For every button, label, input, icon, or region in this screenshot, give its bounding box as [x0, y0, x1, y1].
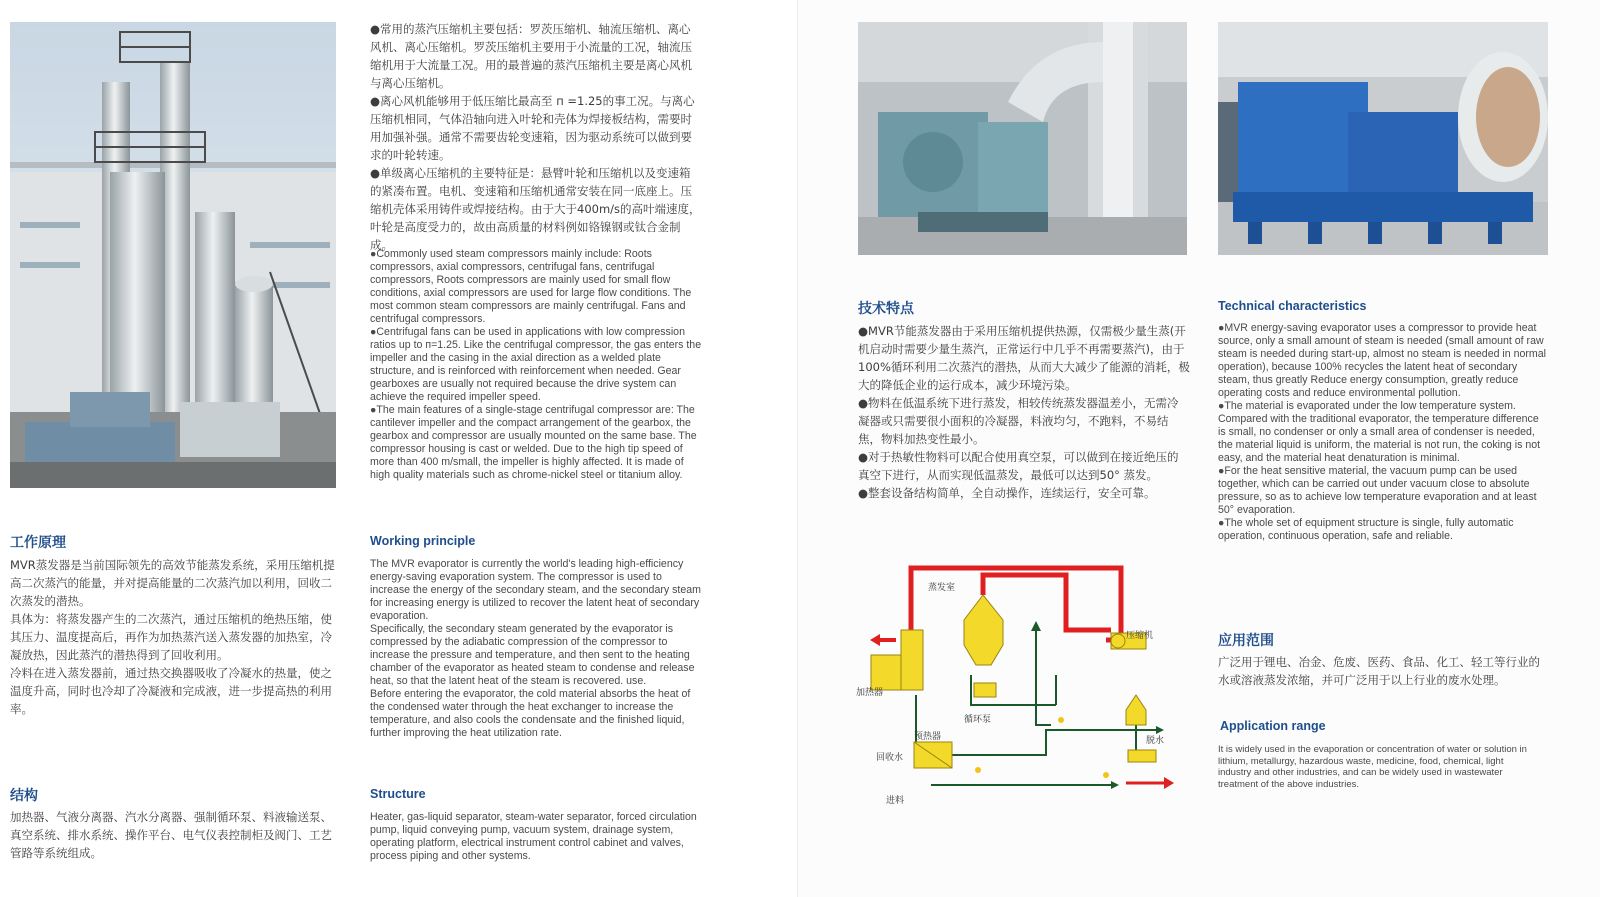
tech-en-para: ●The material is evaporated under the low temperature system. Compared with the traditional evaporator, the temperature difference is small, no condenser or only a small area of condenser is needed, the material liquid is uniform, the material is not run, the coking is not easy, and the material heat denaturation is minimal.: [1218, 400, 1541, 464]
diagram-label-dewater: 脱水: [1146, 736, 1165, 746]
working-en-para: The MVR evaporator is currently the world's leading high-efficiency energy-saving evaporation system. The compressor is used to increase the energy of the secondary steam, and the secondary steam for increasing energy is utilized to recover the latent heat of secondary evaporation.: [370, 558, 701, 622]
diagram-label-heater: 加热器: [856, 688, 884, 698]
intro-cn-text: [370, 20, 702, 254]
intro-cn-para: ●离心风机能够用于低压缩比最高至 п =1.25的事工况。与离心压缩机相同，气体沿轴向进入叶轮和壳体为焊接板结构，需要时用加强补强。通常不需要齿轮变速箱，因为驱动系统可以做到要求的叶轮转速。: [370, 94, 695, 162]
diagram-label-recovered-water: 回收水: [876, 753, 904, 763]
tech-en-para: ●For the heat sensitive material, the vacuum pump can be used together, which can be carried out under vacuum close to absolute pressure, so as to achieve low temperature evaporation and at least 50° evaporation.: [1218, 465, 1537, 516]
structure-en-text: Heater, gas-liquid separator, steam-water separator, forced circulation pump, liquid conveying pump, vacuum system, drainage system, operating platform, electrical instrument control cabinet and valves, process piping and other systems.: [370, 811, 697, 862]
working-principle-en-heading: Working principle: [370, 534, 476, 548]
diagram-label-compressor: 压缩机: [1126, 631, 1154, 641]
intro-cn-para: ●单级离心压缩机的主要特征是：悬臂叶轮和压缩机以及变速箱的紧凑布置。电机、变速箱和压缩机通常安装在同一底座上。压缩机壳体采用铸件或焊接结构。由于大于400m/s的高叶端速度，叶轮是高度受力的，故由高质量的材料例如铬镍钢或钛合金制成。: [370, 166, 701, 252]
evaporator-tower-photo: [10, 22, 336, 488]
structure-cn-text: 加热器、气液分离器、汽水分离器、强制循环泵、料液输送泵、真空系统、排水系统、操作平台、电气仪表控制柜及阀门、工艺管路等系统组成。: [10, 810, 332, 860]
application-en-text: It is widely used in the evaporation or concentration of water or solution in lithium, metallurgy, hazardous waste, medicine, food, chemical, light industry and other industries, and can be widely used in wastewater treatment of the above industries.: [1218, 744, 1527, 790]
tech-cn-para: ●MVR节能蒸发器由于采用压缩机提供热源，仅需极少量生蒸(开机启动时需要少量生蒸汽，正常运行中几乎不再需要蒸汽)，由于100%循环利用二次蒸汽的潜热，从而大大减少了能源的消耗，极大的降低企业的运行成本，减少环境污染。: [858, 324, 1190, 392]
tech-en-para: ●The whole set of equipment structure is single, fully automatic operation, continuous operation, safe and reliable.: [1218, 517, 1514, 542]
tech-cn-text: [858, 322, 1190, 502]
structure-cn-heading: 结构: [10, 788, 38, 804]
working-en-para: Specifically, the secondary steam generated by the evaporator is compressed by the adiabatic compression of the compressor to increase the pressure and temperature, and then sent to the heating chamber of the evaporator as heated steam to condense and release heat, so that the latent heat of the steam is recovered. use.: [370, 623, 695, 687]
working-cn-para: 具体为：将蒸发器产生的二次蒸汽，通过压缩机的绝热压缩，使其压力、温度提高后，再作为加热蒸汽送入蒸发器的加热室，冷凝放热，因此蒸汽的潜热得到了回收利用。: [10, 612, 332, 662]
process-flow-diagram: [856, 555, 1186, 810]
diagram-label-evaporator: 蒸发室: [928, 583, 956, 593]
tech-cn-heading: 技术特点: [858, 301, 914, 317]
intro-en-para: ●Centrifugal fans can be used in applications with low compression ratios up to п=1.25. Like the centrifugal compressor, the gas enters the impeller and the casing in the axial direction as a welded plate structure, and is reinforced with reinforcement when needed. Gear gearboxes are usually not required because the drive system can achieve the required impeller speed.: [370, 326, 702, 403]
working-principle-cn-text: [10, 556, 342, 718]
application-cn-text: 广泛用于锂电、冶金、危废、医药、食品、化工、轻工等行业的水或溶液蒸发浓缩，并可广泛用于以上行业的废水处理。: [1218, 655, 1540, 687]
diagram-label-preheater: 预热器: [914, 732, 942, 742]
tech-cn-para: ●整套设备结构简单，全自动操作，连续运行，安全可靠。: [858, 486, 1156, 500]
diagram-label-feed: 进料: [886, 796, 905, 806]
compressor-photo-grey: [858, 22, 1187, 255]
intro-en-text: [370, 248, 702, 482]
tech-en-text: [1218, 322, 1548, 543]
tech-cn-para: ●物料在低温系统下进行蒸发，相较传统蒸发器温差小，无需冷凝器或只需要很小面积的冷凝器，料液均匀，不跑料，不易结焦，物料加热变性最小。: [858, 396, 1179, 446]
compressor-photo-blue: [1218, 22, 1548, 255]
working-en-para: Before entering the evaporator, the cold material absorbs the heat of the condensed water through the heat exchanger to increase the temperature, and also cools the condensate and the finished liquid, further improving the heat utilization rate.: [370, 688, 691, 739]
intro-en-para: ●Commonly used steam compressors mainly include: Roots compressors, axial compressors, centrifugal fans, centrifugal compressors, Roots compressors are mainly used for small flow conditions, axial compressors are used for large flow conditions. The most common steam compressors are mainly centrifugal. Fans and centrifugal compressors.: [370, 248, 692, 325]
structure-en-heading: Structure: [370, 787, 426, 801]
intro-cn-para: ●常用的蒸汽压缩机主要包括：罗茨压缩机、轴流压缩机、离心风机、离心压缩机。罗茨压缩机主要用于小流量的工况，轴流压缩机用于大流量工况。用的最普遍的蒸汽压缩机主要是离心风机与离心压缩机。: [370, 22, 692, 90]
application-cn-heading: 应用范围: [1218, 633, 1274, 649]
working-principle-cn-heading: 工作原理: [10, 535, 66, 551]
working-cn-para: 冷料在进入蒸发器前，通过热交换器吸收了冷凝水的热量，使之温度升高，同时也冷却了冷凝液和完成液，进一步提高热的利用率。: [10, 666, 332, 716]
application-en-heading: Application range: [1220, 719, 1326, 733]
tech-cn-para: ●对于热敏性物料可以配合使用真空泵，可以做到在接近绝压的真空下进行，从而实现低温蒸发，最低可以达到50° 蒸发。: [858, 450, 1179, 482]
diagram-label-circ-pump: 循环泵: [964, 715, 992, 725]
tech-en-para: ●MVR energy-saving evaporator uses a compressor to provide heat source, only a small amount of steam is needed (small amount of raw steam is needed during start-up, almost no steam is needed in normal operation), because 100% recycles the latent heat of secondary steam, thus greatly Reduce energy consumption, greatly reduce operating costs and reduce environmental pollution.: [1218, 322, 1546, 399]
working-principle-en-text: [370, 558, 702, 740]
intro-en-para: ●The main features of a single-stage centrifugal compressor are: The cantilever impeller and the compact arrangement of the gearbox, the gearbox and compressor are usually mounted on the same base. The compressor housing is cast or welded. Due to the high tip speed of more than 400 m/small, the impeller is highly affected. It is made of high quality materials such as chrome-nickel steel or titanium alloy.: [370, 404, 697, 481]
working-cn-para: MVR蒸发器是当前国际领先的高效节能蒸发系统，采用压缩机提高二次蒸汽的能量，并对提高能量的二次蒸汽加以利用，回收二次蒸发的潜热。: [10, 558, 335, 608]
tech-en-heading: Technical characteristics: [1218, 299, 1367, 313]
